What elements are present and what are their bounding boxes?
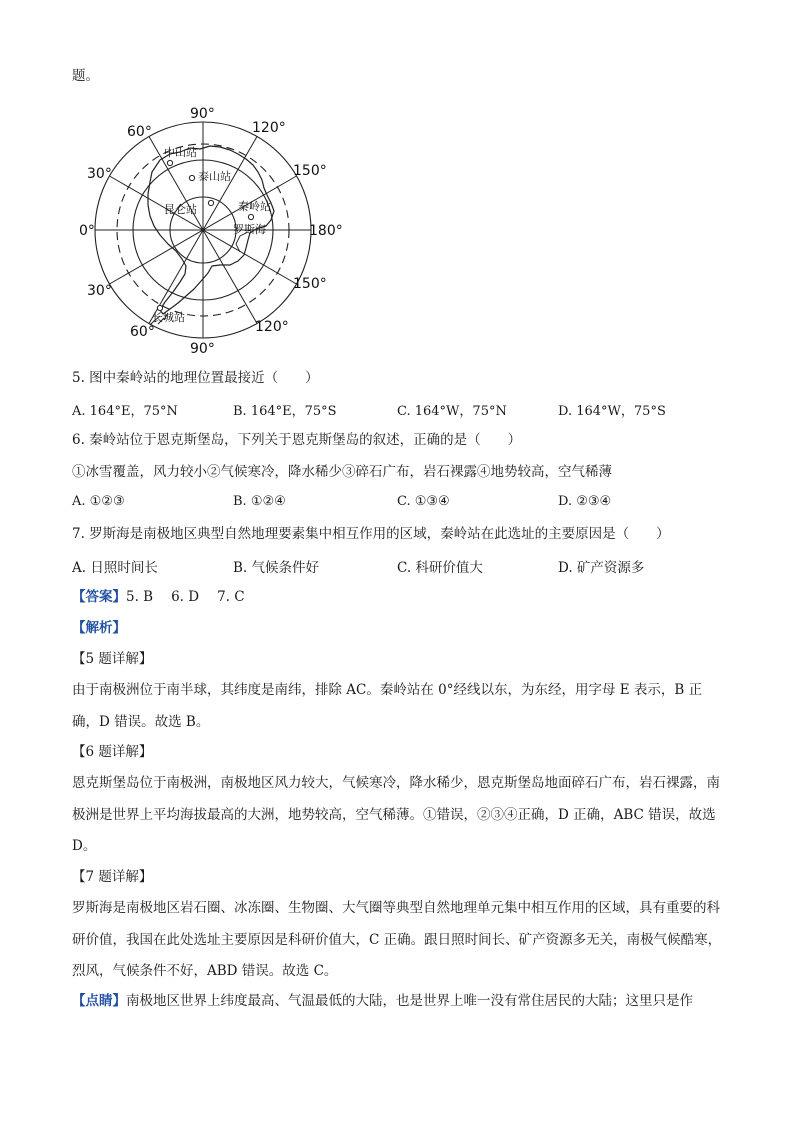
detail7-label: 【7 题详解】 [72,869,153,885]
kunlun-station-marker [208,200,213,205]
deg-label-top-60: 60° [127,124,152,140]
q5-options [72,400,732,420]
q6-options [72,494,732,514]
note-text: 南极地区世界上纬度最高、气温最低的大陆，也是世界上唯一没有常住居民的大陆；这里只是作 [126,993,693,1009]
deg-label-top-90: 90° [190,106,215,122]
q5-option-b: B. 164°E，75°S [233,404,337,419]
q5-option-c: C. 164°W，75°N [397,404,507,419]
deg-label-bottom-120: 120° [255,319,289,335]
q6-option-d: D. ②③④ [558,494,612,509]
q6-option-c: C. ①③④ [397,494,450,509]
detail5-label: 【5 题详解】 [72,651,153,667]
qinling-station-marker [248,214,253,219]
q6-stem: 6. 秦岭站位于恩克斯堡岛，下列关于恩克斯堡岛的叙述，正确的是（ ） [72,432,522,448]
q6-option-a: A. ①②③ [72,494,125,509]
q7-options [72,556,732,576]
q7-stem: 7. 罗斯海是南极地区典型自然地理要素集中相互作用的区域，秦岭站在此选址的主要原因是（ ） [72,526,670,542]
qinling-station-label: 秦岭站 [238,200,271,213]
deg-label-left-30-top: 30° [87,166,112,182]
zhongshan-station-label: 中山站 [164,146,197,159]
q7-option-d: D. 矿产资源多 [558,560,645,576]
deg-label-left-0: 0° [79,223,95,239]
deg-label-bottom-90: 90° [190,341,215,357]
answer-line [72,587,245,607]
q5-option-a: A. 164°E，75°N [72,404,178,419]
note-line [72,991,693,1011]
deg-label-bottom-60: 60° [130,324,155,340]
detail6-text: 恩克斯堡岛位于南极洲，南极地区风力较大，气候寒冷，降水稀少，恩克斯堡岛地面碎石广布，岩石裸露，南极洲是世界上平均海拔最高的大洲，地势较高，空气稀薄。①错误，②③④正确，D 正确，ABC 错误，故选 D。 [72,775,720,854]
changcheng-station-marker [157,305,162,310]
answer-item-5: 5. B [126,589,154,605]
deg-label-left-30-bottom: 30° [87,283,112,299]
taishan-station-label: 泰山站 [198,170,231,183]
answer-label: 【答案】 [72,589,126,605]
note-label: 【点睛】 [72,993,126,1009]
changcheng-station-label: 长城站 [152,311,185,324]
answer-item-7: 7. C [217,589,245,605]
zhongshan-station-marker [167,160,172,165]
answer-item-6: 6. D [171,589,200,605]
detail5-text: 由于南极洲位于南半球，其纬度是南纬，排除 AC。秦岭站在 0°经线以东，为东经，用字母 E 表示，B 正确，D 错误。故选 B。 [72,682,703,730]
q6-option-b: B. ①②④ [233,494,286,509]
deg-label-right-150-bottom: 150° [293,276,327,292]
map-svg [68,102,358,358]
deg-label-top-120: 120° [252,120,286,136]
q7-option-b: B. 气候条件好 [233,560,320,576]
kunlun-station-label: 昆仑站 [164,203,197,216]
q6-statements: ①冰雪覆盖，风力较小②气候寒冷，降水稀少③碎石广布，岩石裸露④地势较高，空气稀薄 [72,464,612,480]
deg-label-right-180: 180° [309,223,343,239]
ross-sea-label: 罗斯海 [233,223,266,236]
q5-option-d: D. 164°W，75°S [558,404,666,419]
antarctica-polar-map [68,102,358,358]
q7-option-a: A. 日照时间长 [72,560,158,576]
detail7-text: 罗斯海是南极地区岩石圈、冰冻圈、生物圈、大气圈等典型自然地理单元集中相互作用的区域，具有重要的科研价值，我国在此处选址主要原因是科研价值大，C 正确。跟日照时间长、矿产资源多无关，南极气候酷寒，烈风，气候条件不好，ABD 错误。故选 C。 [72,900,722,979]
taishan-station-marker [189,175,194,180]
detail6-label: 【6 题详解】 [72,744,153,760]
analysis-label: 【解析】 [72,620,126,636]
q7-option-c: C. 科研价值大 [397,560,483,576]
intro-tail: 题。 [72,68,99,84]
q5-stem: 5. 图中秦岭站的地理位置最接近（ ） [72,370,319,386]
deg-label-right-150-top: 150° [293,163,327,179]
